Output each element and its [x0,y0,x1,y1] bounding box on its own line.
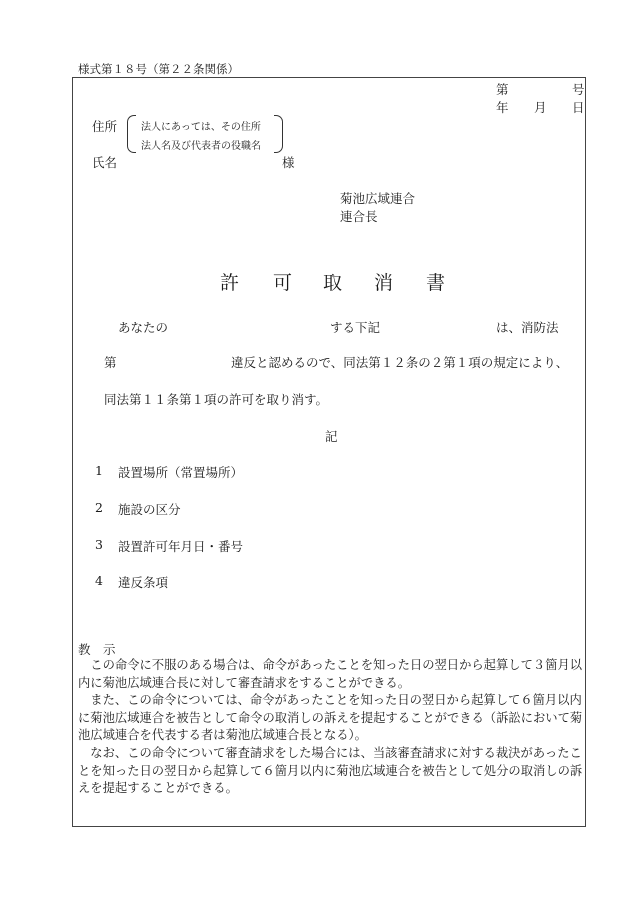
title-char-5: 書 [426,272,446,294]
body-line2-a: 第 [104,355,117,370]
notice-heading: 教 示 [78,642,116,657]
recipient-note-line1: 法人にあっては、その住所 [141,122,261,133]
doc-number-suffix: 号 [572,82,585,97]
bracket-left [127,115,136,153]
item-number: 1 [95,463,103,478]
item-number: 4 [95,573,103,588]
name-label: 氏名 [92,155,118,170]
date-month: 月 [534,100,547,115]
form-number: 様式第１８号（第２２条関係） [78,62,239,76]
title-char-3: 取 [323,272,343,294]
item-number: 2 [95,500,103,515]
honorific: 様 [282,155,295,170]
notice-paragraph: なお、この命令について審査請求をした場合には、当該審査請求に対する裁決があったことを知った日の翌日から起算して６箇月以内に菊池広域連合を被告として処分の取消しの訴えを提起することができる。 [78,745,583,796]
notice-body [78,657,583,798]
issuer-title: 連合長 [340,209,378,224]
item-label: 施設の区分 [118,502,181,517]
notice-paragraph: また、この命令については、命令があったことを知った日の翌日から起算して６箇月以内に菊池広域連合を被告として命令の取消しの訴えを提起することができる（訴訟において菊池広域連合を代表する者は菊池広域連合長となる）。 [78,693,583,743]
date-year: 年 [496,100,509,115]
body-line1-a: あなたの [118,320,169,335]
body-line1-b: する下記 [330,320,381,335]
doc-number-prefix: 第 [496,82,509,97]
title-char-2: 可 [273,272,293,294]
body-line2-b: 違反と認めるので、同法第１２条の２第１項の規定により、 [231,355,569,370]
bracket-right [274,115,283,153]
item-number: 3 [95,537,103,552]
body-line1-c: は、消防法 [496,320,559,335]
body-line3: 同法第１１条第１項の許可を取り消す。 [104,392,329,407]
item-label: 設置許可年月日・番号 [118,539,244,554]
title-char-4: 消 [374,272,394,294]
notice-paragraph: この命令に不服のある場合は、命令があったことを知った日の翌日から起算して３箇月以内に菊池広域連合長に対して審査請求をすることができる。 [78,658,583,690]
issuer-org: 菊池広域連合 [340,191,416,206]
item-label: 設置場所（常置場所） [118,465,244,480]
date-day: 日 [572,100,585,115]
ki-label: 記 [325,429,338,444]
recipient-note-line2: 法人名及び代表者の役職名 [141,141,261,152]
address-label: 住所 [92,119,118,134]
item-label: 違反条項 [118,575,169,590]
title-char-1: 許 [220,272,240,294]
